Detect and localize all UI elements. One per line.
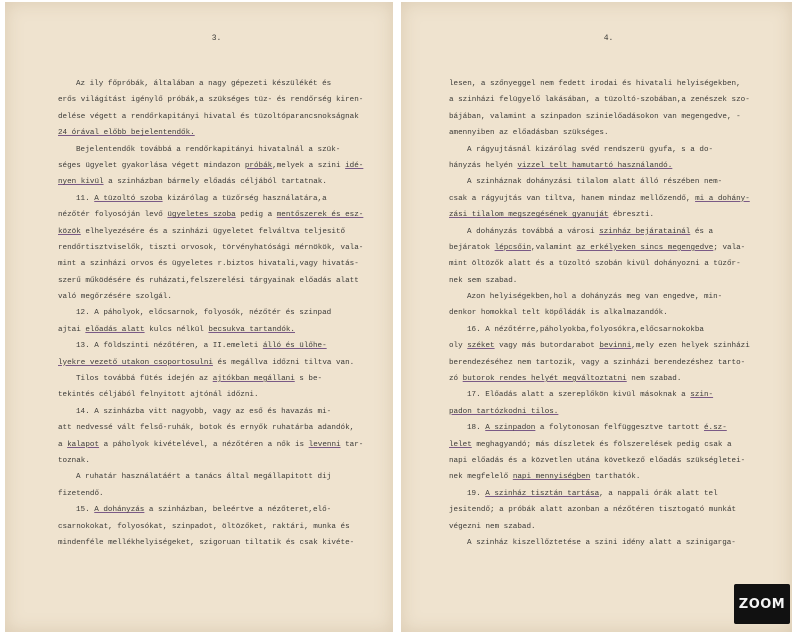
text-segment: 13. A földszinti nézőtéren, a II.emeleti <box>76 342 263 351</box>
text-segment: A szinház kiszellőztetése a szini idény alatt a szinigarga- <box>467 538 736 547</box>
text-segment: ,melyek a szini <box>272 161 346 170</box>
text-segment: ébreszti. <box>608 211 655 220</box>
page-text <box>449 76 768 551</box>
underlined-text: zási tilalom megszegésének gyanuját <box>449 211 609 220</box>
underlined-text: széket <box>467 342 495 351</box>
text-segment: nek megfelelő <box>449 473 513 482</box>
underlined-text: mi a dohány- <box>695 194 750 203</box>
text-line <box>449 437 768 453</box>
text-segment: kizárólag a tüzőrség használatára,a <box>162 194 327 203</box>
underlined-text: lyekre vezető utakon csoportosulni <box>58 358 213 367</box>
text-line <box>58 142 375 158</box>
text-segment: végezni nem szabad. <box>449 522 536 531</box>
text-line <box>449 92 768 108</box>
text-line <box>449 519 768 535</box>
text-line <box>58 469 375 485</box>
underlined-text: A tüzoltó szoba <box>94 194 163 203</box>
text-segment: 16. A nézőtérre,páholyokba,folyosókra,előcsarnokokba <box>467 325 704 334</box>
underlined-text: az erkélyeken sincs megengedve <box>576 243 714 252</box>
text-segment: mindenféle mellékhelyiségeket, szigoruan tiltatik és csak kivéte- <box>58 538 355 547</box>
text-line <box>58 535 375 551</box>
underlined-text: kalapot <box>67 440 100 449</box>
text-segment: elhelyezésére és a szinházi ügyeletet felváltva teljesitő <box>80 227 346 236</box>
text-segment: A szinháznak dohányzási tilalom alatt álló részében nem- <box>467 178 723 187</box>
text-segment: vagy más butordarabot <box>494 342 600 351</box>
text-line <box>449 174 768 190</box>
text-line <box>449 158 768 174</box>
underlined-text: szin- <box>690 391 714 400</box>
text-line <box>58 420 375 436</box>
text-line <box>449 404 768 420</box>
text-segment: tekintés céljából felnyitott ajtónál időzni. <box>58 391 259 400</box>
underlined-text: előadás alatt <box>85 325 145 334</box>
text-segment: toznak. <box>58 456 90 465</box>
text-line <box>449 535 768 551</box>
right-document-page <box>401 2 792 632</box>
text-line <box>58 338 375 354</box>
text-line <box>449 207 768 223</box>
text-line <box>58 519 375 535</box>
underlined-text: próbák <box>244 161 273 170</box>
text-segment: ,mely ezen helyek szinházi <box>631 342 750 351</box>
text-line <box>58 240 375 256</box>
text-segment: ; vala- <box>713 243 746 252</box>
text-segment: Az ily főpróbák, általában a nagy gépezeti készülékét és <box>76 80 332 88</box>
text-line <box>58 486 375 502</box>
text-segment: csarnokokat, folyosókat, szinpadot, öltözőket, raktári, munka és <box>58 522 350 531</box>
underlined-text: álló és ülőhe- <box>262 342 327 351</box>
underlined-text: bevinni <box>599 342 632 351</box>
text-line <box>58 109 375 125</box>
text-segment: mint öltözők alatt és a tüzoltó szobán kivül dohányozni a tüzőr- <box>449 260 741 269</box>
text-line <box>449 224 768 240</box>
underlined-text: padon tartózkodni tilos. <box>449 407 559 416</box>
text-line <box>449 240 768 256</box>
text-line <box>449 273 768 289</box>
page-text <box>58 76 375 551</box>
text-segment: ajtai <box>58 325 86 334</box>
underlined-text: butorok rendes helyét megváltoztatni <box>462 375 627 384</box>
text-segment: 15. <box>76 506 95 515</box>
text-segment: 18. <box>467 424 486 433</box>
zoom-logo[interactable] <box>734 584 790 624</box>
underlined-text: lépcsőin <box>494 243 532 252</box>
text-line <box>58 174 375 190</box>
text-segment: erős világítást igénylő próbák,a szükséges tüz- és rendőrség kiren- <box>58 96 364 105</box>
text-segment: és megállva időzni tiltva van. <box>212 358 355 367</box>
text-segment: A rágyujtásnál kizárólag svéd rendszerü gyufa, s a do- <box>467 145 714 154</box>
text-segment: A ruhatár használatáért a tanács által megállapitott dij <box>76 473 332 482</box>
underlined-text: napi mennyiségben <box>512 473 591 482</box>
underlined-text: idé- <box>345 161 364 170</box>
text-line <box>58 404 375 420</box>
text-line <box>449 305 768 321</box>
text-segment: mint a szinházi orvos és ügyeletes r.biztos hivatali,vagy hivatás- <box>58 260 359 269</box>
text-segment: 17. Előadás alatt a szereplőkön kivül másoknak a <box>467 391 691 400</box>
text-segment: jesitendő; a próbák alatt azonban a nézőtéren tisztogató munkát <box>449 506 737 515</box>
text-segment: amennyiben az előadásban szükséges. <box>449 129 609 138</box>
text-segment: 11. <box>76 194 95 203</box>
text-line <box>449 125 768 141</box>
text-segment: 14. A szinházba vitt nagyobb, vagy az eső és havazás mi- <box>76 407 332 416</box>
text-line <box>58 305 375 321</box>
underlined-text: közök <box>58 227 81 236</box>
underlined-text: vizzel telt hamutartó használandó. <box>517 161 673 170</box>
text-segment: att nedvessé vált felső-ruhák, botok és ernyők ruhatárba adandók, <box>58 424 355 433</box>
text-segment: tarthatók. <box>590 473 641 482</box>
text-line <box>58 191 375 207</box>
text-segment: A dohányzás továbbá a városi <box>467 227 600 236</box>
text-segment: , a nappali órák alatt tel <box>599 489 718 498</box>
text-segment: a páholyok kivételével, a nézőtéren a nők is <box>99 440 309 449</box>
text-line <box>58 207 375 223</box>
text-line <box>58 322 375 338</box>
text-segment: tar- <box>340 440 364 449</box>
text-line <box>449 371 768 387</box>
text-line <box>58 224 375 240</box>
underlined-text: ügyeletes szoba <box>167 211 236 220</box>
text-segment: napi előadás és a közvetlen utána következő előadás szükségletei- <box>449 456 746 465</box>
text-segment: nek sem szabad. <box>449 276 518 285</box>
text-line <box>449 469 768 485</box>
text-line <box>58 355 375 371</box>
text-segment: Tilos továbbá fütés idején az <box>76 375 213 384</box>
underlined-text: A szinpadon <box>485 424 536 433</box>
text-segment: oly <box>449 342 468 351</box>
underlined-text: szinház bejáratainál <box>599 227 691 236</box>
text-segment: a szinházi felügyelő lakásában, a tüzoltó-szobában,a zenészek szo- <box>449 96 750 105</box>
text-line <box>58 158 375 174</box>
text-segment: zó <box>449 375 463 384</box>
text-line <box>449 338 768 354</box>
text-segment: a szinházban bármely előadás céljából tartatnak. <box>103 178 327 187</box>
text-segment: hányzás helyén <box>449 161 518 170</box>
left-document-page <box>5 2 393 632</box>
text-line <box>58 256 375 272</box>
text-line <box>58 76 375 92</box>
text-segment: a <box>58 440 68 449</box>
underlined-text: ajtókban megállani <box>212 375 295 384</box>
text-segment: a folytonosan felfüggesztve tartott <box>535 424 704 433</box>
text-segment: való megőrzésére szolgál. <box>58 293 172 302</box>
text-segment: fizetendő. <box>58 489 104 498</box>
text-line <box>58 453 375 469</box>
text-line <box>58 371 375 387</box>
underlined-text: A dohányzás <box>94 506 145 515</box>
text-segment: kulcs nélkül <box>144 325 209 334</box>
text-segment: és a <box>690 227 714 236</box>
text-segment: s be- <box>294 375 323 384</box>
text-segment: nézőtér folyosóján levő <box>58 211 168 220</box>
page-number: 4. <box>603 34 614 43</box>
text-line <box>449 486 768 502</box>
text-line <box>58 289 375 305</box>
text-line <box>449 191 768 207</box>
text-segment: szerű működésére és ruházati,felszerelési tárgyainak előadás alatt <box>58 276 359 285</box>
page-number: 3. <box>211 34 222 43</box>
text-line <box>449 387 768 403</box>
text-segment: lesen, a szőnyeggel nem fedett irodai és hivatali helyiségekben, <box>449 80 741 88</box>
text-segment: delése végett a rendőrkapitányi hivatal és tüzoltóparancsnokságnak <box>58 112 359 121</box>
underlined-text: becsukva tartandók. <box>208 325 295 334</box>
underlined-text: levenni <box>308 440 341 449</box>
text-segment: rendőrtisztviselők, tiszti orvosok, törvényhatósági mérnökök, vala- <box>58 243 364 252</box>
text-line <box>449 256 768 272</box>
underlined-text: 24 órával előbb bejelentendők. <box>58 129 195 138</box>
text-line <box>449 502 768 518</box>
underlined-text: A szinház tisztán tartása <box>485 489 600 498</box>
text-segment: 12. A páholyok, előcsarnok, folyosók, nézőtér és szinpad <box>76 309 332 318</box>
text-line <box>449 289 768 305</box>
text-line <box>58 437 375 453</box>
text-segment: nem szabad. <box>626 375 682 384</box>
text-line <box>449 355 768 371</box>
text-line <box>58 92 375 108</box>
text-line <box>58 502 375 518</box>
text-segment: csak a rágyujtás van tiltva, hanem mindaz mellőzendő, <box>449 194 696 203</box>
text-segment: pedig a <box>235 211 277 220</box>
text-segment: séges ügyelet gyakorlása végett mindazon <box>58 161 245 170</box>
text-line <box>58 125 375 141</box>
text-segment: bejáratok <box>449 243 495 252</box>
text-line <box>449 420 768 436</box>
text-segment: meghagyandó; más díszletek és fölszerelések pedig csak a <box>471 440 732 449</box>
text-segment: ,valamint <box>531 243 577 252</box>
underlined-text: nyen kivül <box>58 178 104 187</box>
underlined-text: é.sz- <box>703 424 727 433</box>
text-segment: berendezéséhez nem tartozik, vagy a szinházi berendezéshez tarto- <box>449 358 746 367</box>
text-line <box>449 453 768 469</box>
zoom-logo-text: ZOOM <box>738 596 786 612</box>
text-line <box>449 109 768 125</box>
text-segment: Azon helyiségekben,hol a dohányzás meg van engedve, min- <box>467 293 723 302</box>
text-line <box>449 142 768 158</box>
text-segment: denkor homokkal telt köpőládák is alkalmazandók. <box>449 309 668 318</box>
text-segment: a szinházban, beleértve a nézőteret,elő- <box>144 506 332 515</box>
text-segment: 19. <box>467 489 486 498</box>
underlined-text: lelet <box>449 440 472 449</box>
text-line <box>58 387 375 403</box>
underlined-text: mentőszerek és esz- <box>276 211 364 220</box>
text-line <box>449 322 768 338</box>
text-line <box>449 76 768 92</box>
text-segment: bájában, valamint a szinpadon szinielőadásokon van megengedve, - <box>449 112 741 121</box>
text-line <box>58 273 375 289</box>
text-segment: Bejelentendők továbbá a rendőrkapitányi hivatalnál a szük- <box>76 145 341 154</box>
